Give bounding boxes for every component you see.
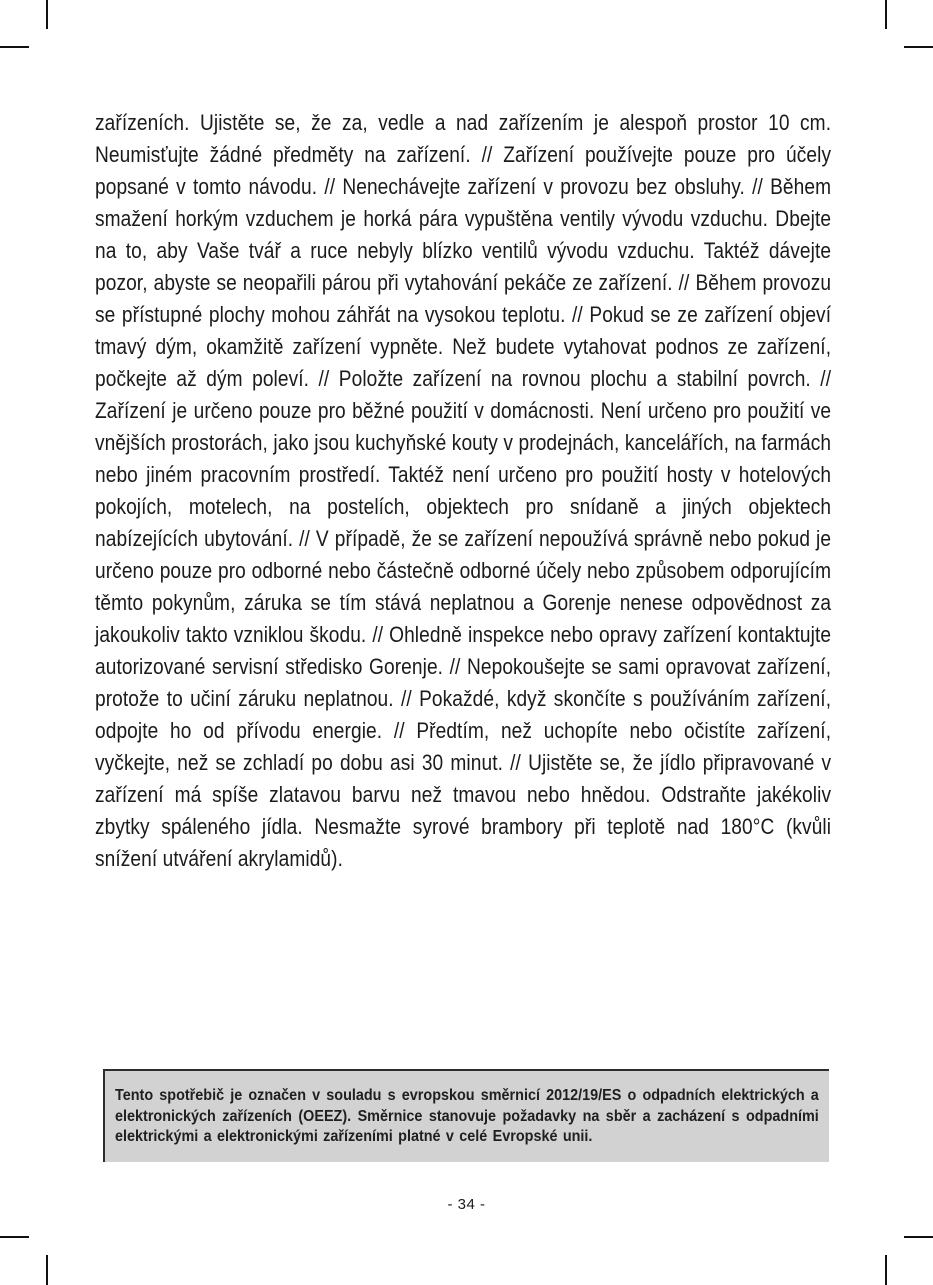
page-number: - 34 - xyxy=(447,1196,486,1213)
crop-mark-top-right-vertical xyxy=(885,0,887,29)
crop-mark-top-left-vertical xyxy=(46,0,48,29)
crop-mark-top-left-horizontal xyxy=(0,46,29,48)
safety-instructions-text: zařízeních. Ujistěte se, že za, vedle a nad zařízením je alespoň prostor 10 cm. Neumisťujte žádné předměty na zařízení. // Zařízení používejte pouze pro účely popsané v tomto návodu. // Nenechávejte zařízení v provozu bez obsluhy. // Během smažení horkým vzduchem je horká pára vypuštěna ventily vývodu vzduchu. Dbejte na to, aby Vaše tvář a ruce nebyly blízko ventilů vývodu vzduchu. Taktéž dávejte pozor, abyste se neopařili párou při vytahování pekáče ze zařízení. // Během provozu se přístupné plochy mohou záhřát na vysokou teplotu. // Pokud se ze zařízení objeví tmavý dým, okamžitě zařízení vypněte. Než budete vytahovat podnos ze zařízení, počkejte až dým poleví. // Položte zařízení na rovnou plochu a stabilní povrch. // Zařízení je určeno pouze pro běžné použití v domácnosti. Není určeno pro použití ve vnějších prostorách, jako jsou kuchyňské kouty v prodejnách, kancelářích, na farmách nebo jiném pracovním prostředí. Taktéž není určeno pro použití hosty v hotelových pokojích, motelech, na postelích, objektech pro snídaně a jiných objektech nabízejících ubytování. // V případě, že se zařízení nepoužívá správně nebo pokud je určeno pouze pro odborné nebo částečně odborné účely nebo způsobem odporujícím těmto pokynům, záruka se tím stává neplatnou a Gorenje nenese odpovědnost za jakoukoliv takto vzniklou škodu. // Ohledně inspekce nebo opravy zařízení kontaktujte autorizované servisní středisko Gorenje. // Nepokoušejte se sami opravovat zařízení, protože to učiní záruku neplatnou. // Pokaždé, když skončíte s používáním zařízení, odpojte ho od přívodu energie. // Předtím, než uchopíte nebo očistíte zařízení, vyčkejte, než se zchladí po dobu asi 30 minut. // Ujistěte se, že jídlo připravované v zařízení má spíše zlatavou barvu než tmavou nebo hnědou. Odstraňte jakékoliv zbytky spáleného jídla. Nesmažte syrové brambory při teplotě nad 180°C (kvůli snížení utváření akrylamidů). xyxy=(95,110,832,871)
weee-notice-text: Tento spotřebič je označen v souladu s evropskou směrnicí 2012/19/ES o odpadních elektrických a elektronických zařízeních (OEEZ). Směrnice stanovuje požadavky na sběr a zacházení s odpadními elektrickými a elektronickými zařízeními platné v celé Evropské unii. xyxy=(115,1087,819,1145)
crop-mark-bottom-left-vertical xyxy=(46,1255,48,1285)
crop-mark-bottom-right-vertical xyxy=(885,1255,887,1285)
weee-notice-box xyxy=(103,1069,829,1162)
crop-mark-top-right-horizontal xyxy=(904,46,933,48)
crop-mark-bottom-right-horizontal xyxy=(904,1236,933,1238)
safety-instructions-section xyxy=(95,107,835,871)
crop-mark-bottom-left-horizontal xyxy=(0,1236,29,1238)
